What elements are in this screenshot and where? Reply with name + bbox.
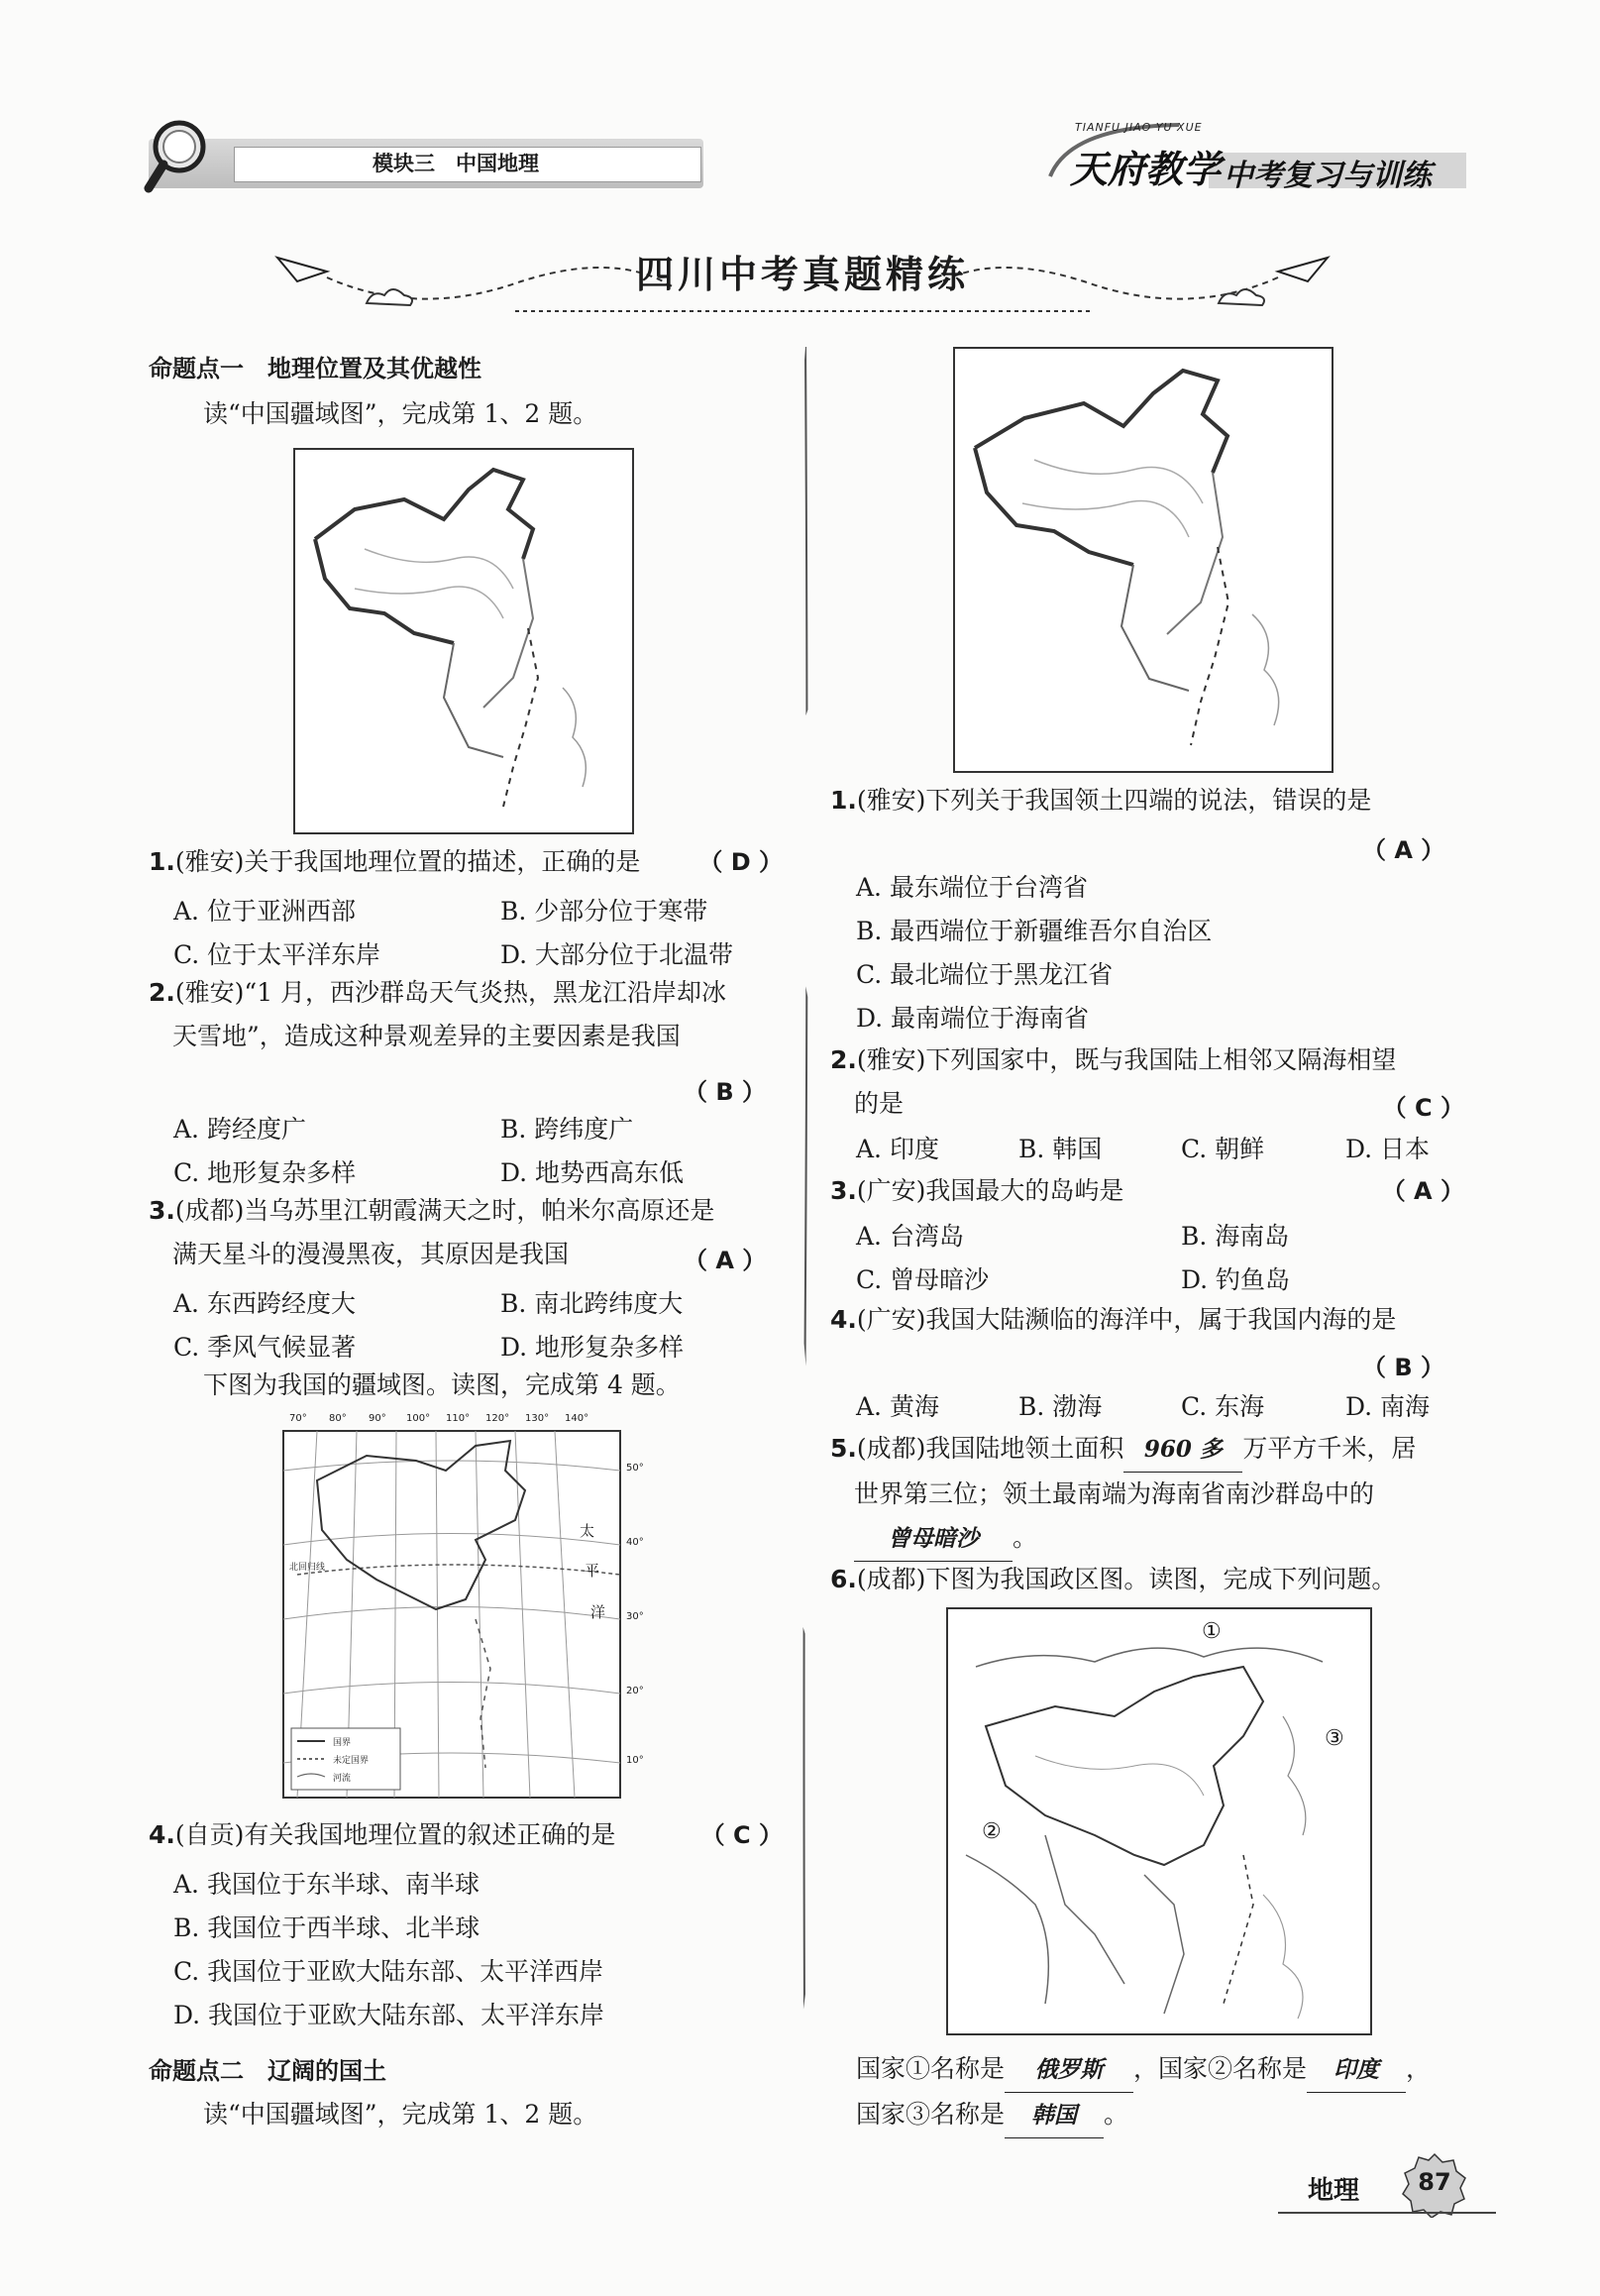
- left-q2-stem-2: 天雪地”，造成这种景观差异的主要因素是我国: [172, 1022, 681, 1050]
- right-q4-number: 4.: [830, 1305, 857, 1334]
- right-q2-option-a: A. 印度: [856, 1135, 939, 1163]
- intro-5: 读“中国疆域图”，完成第 1、2 题。: [203, 2100, 598, 2129]
- marker-3: ③: [1325, 1726, 1344, 1751]
- lon-tick-110: 110°: [446, 1413, 471, 1424]
- right-q2-option-b: B. 韩国: [1018, 1135, 1103, 1163]
- right-q6-line1-b: ，国家②名称是: [1133, 2054, 1308, 2083]
- brand-pinyin: TIANFU JIAO YU XUE: [1075, 121, 1203, 134]
- tropic-label: 北回归线: [289, 1563, 326, 1573]
- footer-rule: [1278, 2212, 1496, 2214]
- lat-tick-10: 10°: [626, 1755, 644, 1766]
- china-territory-map-2: [953, 347, 1333, 773]
- right-q5-blank-southmost: 曾母暗沙: [854, 1517, 1013, 1562]
- right-q1: [830, 779, 1464, 822]
- legend-border: 国界: [333, 1738, 352, 1748]
- ocean-label-tai: 太: [580, 1522, 595, 1540]
- right-q2-answer: （ C ）: [1382, 1094, 1464, 1122]
- right-q2-stem-1: (雅安)下列国家中，既与我国陆上相邻又隔海相望: [856, 1045, 1397, 1074]
- right-q6-stem: (成都)下图为我国政区图。读图，完成下列问题。: [856, 1565, 1397, 1593]
- ocean-label-ping: 平: [585, 1562, 600, 1580]
- right-q4-answer: （ B ）: [1362, 1354, 1445, 1381]
- right-q6-number: 6.: [830, 1565, 857, 1593]
- left-q4-answer: （ C ）: [700, 1821, 783, 1849]
- section-title: 四川中考真题精练: [635, 253, 969, 296]
- right-q1-option-b: B. 最西端位于新疆维吾尔自治区: [856, 917, 1213, 945]
- cloud-right-icon: [1219, 289, 1264, 305]
- left-q2-option-d: D. 地势西高东低: [500, 1158, 685, 1187]
- right-q5-stem-d: 。: [1013, 1523, 1038, 1552]
- right-q1-option-a: A. 最东端位于台湾省: [856, 873, 1088, 902]
- left-q1-option-b: B. 少部分位于寒带: [500, 897, 708, 926]
- left-q4-option-d: D. 我国位于亚欧大陆东部、太平洋东岸: [173, 2001, 605, 2029]
- lon-tick-100: 100°: [406, 1413, 431, 1424]
- right-q5-number: 5.: [830, 1434, 857, 1463]
- right-q4-option-d: D. 南海: [1345, 1392, 1431, 1421]
- left-q4-option-a: A. 我国位于东半球、南半球: [173, 1870, 480, 1899]
- ocean-label-yang: 洋: [590, 1603, 606, 1621]
- column-divider: [802, 347, 808, 2210]
- left-q3-option-d: D. 地形复杂多样: [500, 1333, 685, 1362]
- lon-tick-80: 80°: [329, 1413, 347, 1424]
- lon-tick-140: 140°: [565, 1413, 589, 1424]
- left-q2-option-c: C. 地形复杂多样: [173, 1158, 357, 1187]
- left-q3-option-c: C. 季风气候显著: [173, 1333, 357, 1362]
- lon-tick-70: 70°: [289, 1413, 307, 1424]
- right-q6-line1-c: ，: [1406, 2054, 1432, 2083]
- right-q4: [830, 1298, 1464, 1342]
- module-label: 模块三 中国地理: [373, 152, 539, 175]
- china-political-map: [946, 1607, 1372, 2035]
- right-q6-line2-b: 。: [1104, 2100, 1129, 2129]
- right-q6-blank-country-2: 印度: [1307, 2048, 1406, 2093]
- right-q5-stem-b: 万平方千米，居: [1242, 1434, 1417, 1463]
- intro-4: 下图为我国的疆域图。读图，完成第 4 题。: [203, 1370, 681, 1399]
- lon-tick-120: 120°: [485, 1413, 510, 1424]
- intro-1: 读“中国疆域图”，完成第 1、2 题。: [203, 399, 598, 428]
- marker-2: ②: [982, 1819, 1002, 1844]
- right-q3-number: 3.: [830, 1176, 857, 1205]
- left-q3-number: 3.: [149, 1196, 175, 1225]
- left-q2-stem-1: (雅安)“1 月，西沙群岛天气炎热，黑龙江沿岸却冰: [174, 978, 727, 1007]
- right-q2-option-d: D. 日本: [1345, 1135, 1431, 1163]
- left-q3-answer: （ A ）: [684, 1247, 767, 1274]
- china-graticule-map: [277, 1411, 654, 1807]
- left-q3-stem-1: (成都)当乌苏里江朝霞满天之时，帕米尔高原还是: [174, 1196, 715, 1225]
- right-q5-blank-area: 960 多: [1123, 1428, 1242, 1473]
- right-q4-option-c: C. 东海: [1181, 1392, 1265, 1421]
- right-q4-option-a: A. 黄海: [856, 1392, 939, 1421]
- brand-name: 天府教学: [1070, 148, 1222, 191]
- right-q1-number: 1.: [830, 786, 857, 815]
- right-q4-option-b: B. 渤海: [1018, 1392, 1103, 1421]
- left-q1-option-a: A. 位于亚洲西部: [173, 897, 356, 926]
- left-q2-answer: （ B ）: [684, 1078, 767, 1106]
- right-q3-option-c: C. 曾母暗沙: [856, 1265, 990, 1294]
- right-q3-option-b: B. 海南岛: [1181, 1222, 1290, 1251]
- lat-tick-30: 30°: [626, 1611, 644, 1622]
- left-q2: [149, 971, 783, 1058]
- right-q5-stem-a: (成都)我国陆地领土面积: [856, 1434, 1124, 1463]
- right-q2: [830, 1039, 1464, 1126]
- right-q3-option-d: D. 钓鱼岛: [1181, 1265, 1291, 1294]
- topic-2-heading: 命题点二 辽阔的国土: [149, 2057, 386, 2085]
- left-q1-stem: (雅安)关于我国地理位置的描述，正确的是: [174, 847, 641, 876]
- lat-tick-40: 40°: [626, 1537, 644, 1548]
- legend-undetermined-border: 未定国界: [333, 1756, 370, 1766]
- left-q4-stem: (自贡)有关我国地理位置的叙述正确的是: [174, 1820, 616, 1849]
- lon-tick-90: 90°: [369, 1413, 386, 1424]
- left-q1-option-d: D. 大部分位于北温带: [500, 940, 734, 969]
- right-q6-blank-country-1: 俄罗斯: [1005, 2048, 1133, 2093]
- right-q2-stem-2: 的是: [854, 1089, 905, 1118]
- left-q2-option-a: A. 跨经度广: [173, 1115, 306, 1144]
- right-q2-option-c: C. 朝鲜: [1181, 1135, 1265, 1163]
- right-q6-blank-country-3: 韩国: [1005, 2094, 1104, 2138]
- right-q6-line2-a: 国家③名称是: [856, 2100, 1006, 2129]
- legend-river: 河流: [333, 1774, 352, 1784]
- paper-plane-left-icon: [277, 258, 327, 281]
- right-q6-line1-a: 国家①名称是: [856, 2054, 1006, 2083]
- right-q1-option-c: C. 最北端位于黑龙江省: [856, 960, 1114, 989]
- right-q4-stem: (广安)我国大陆濒临的海洋中，属于我国内海的是: [856, 1305, 1397, 1334]
- right-q3: [830, 1169, 1464, 1213]
- right-q3-answer: （ A ）: [1381, 1177, 1464, 1205]
- right-q6-answers: [856, 2047, 1480, 2138]
- lat-tick-20: 20°: [626, 1686, 644, 1696]
- left-q1: [149, 840, 783, 884]
- cloud-left-icon: [367, 289, 412, 305]
- footer-subject: 地理: [1308, 2176, 1360, 2206]
- lon-tick-130: 130°: [525, 1413, 550, 1424]
- left-q4: [149, 1813, 783, 1857]
- right-q5: [830, 1427, 1474, 1562]
- right-q5-stem-c: 世界第三位；领土最南端为海南省南沙群岛中的: [854, 1479, 1375, 1508]
- page-number: 87: [1418, 2168, 1451, 2196]
- left-q4-number: 4.: [149, 1820, 175, 1849]
- left-q2-number: 2.: [149, 978, 175, 1007]
- right-q1-option-d: D. 最南端位于海南省: [856, 1004, 1090, 1033]
- left-q3-stem-2: 满天星斗的漫漫黑夜，其原因是我国: [172, 1240, 570, 1268]
- left-q1-answer: （ D ）: [698, 848, 783, 876]
- right-q1-answer: （ A ）: [1362, 836, 1445, 864]
- left-q4-option-c: C. 我国位于亚欧大陆东部、太平洋西岸: [173, 1957, 604, 1986]
- paper-plane-right-icon: [1278, 258, 1328, 281]
- left-q3-option-a: A. 东西跨经度大: [173, 1289, 356, 1318]
- left-q4-option-b: B. 我国位于西半球、北半球: [173, 1913, 480, 1942]
- lat-tick-50: 50°: [626, 1463, 644, 1474]
- magnifier-icon: [144, 117, 213, 196]
- marker-1: ①: [1202, 1619, 1222, 1644]
- left-q1-number: 1.: [149, 847, 175, 876]
- right-q1-stem: (雅安)下列关于我国领土四端的说法，错误的是: [856, 786, 1372, 815]
- right-q2-number: 2.: [830, 1045, 857, 1074]
- left-q2-option-b: B. 跨纬度广: [500, 1115, 634, 1144]
- right-q6: [830, 1558, 1474, 1601]
- right-q3-option-a: A. 台湾岛: [856, 1222, 964, 1251]
- right-q3-stem: (广安)我国最大的岛屿是: [856, 1176, 1124, 1205]
- china-territory-map-1: [293, 448, 634, 834]
- left-q3-option-b: B. 南北跨纬度大: [500, 1289, 684, 1318]
- topic-1-heading: 命题点一 地理位置及其优越性: [149, 355, 481, 383]
- left-q1-option-c: C. 位于太平洋东岸: [173, 940, 381, 969]
- brand-subtitle: 中考复习与训练: [1224, 159, 1432, 193]
- page-number-badge: [1402, 2152, 1467, 2218]
